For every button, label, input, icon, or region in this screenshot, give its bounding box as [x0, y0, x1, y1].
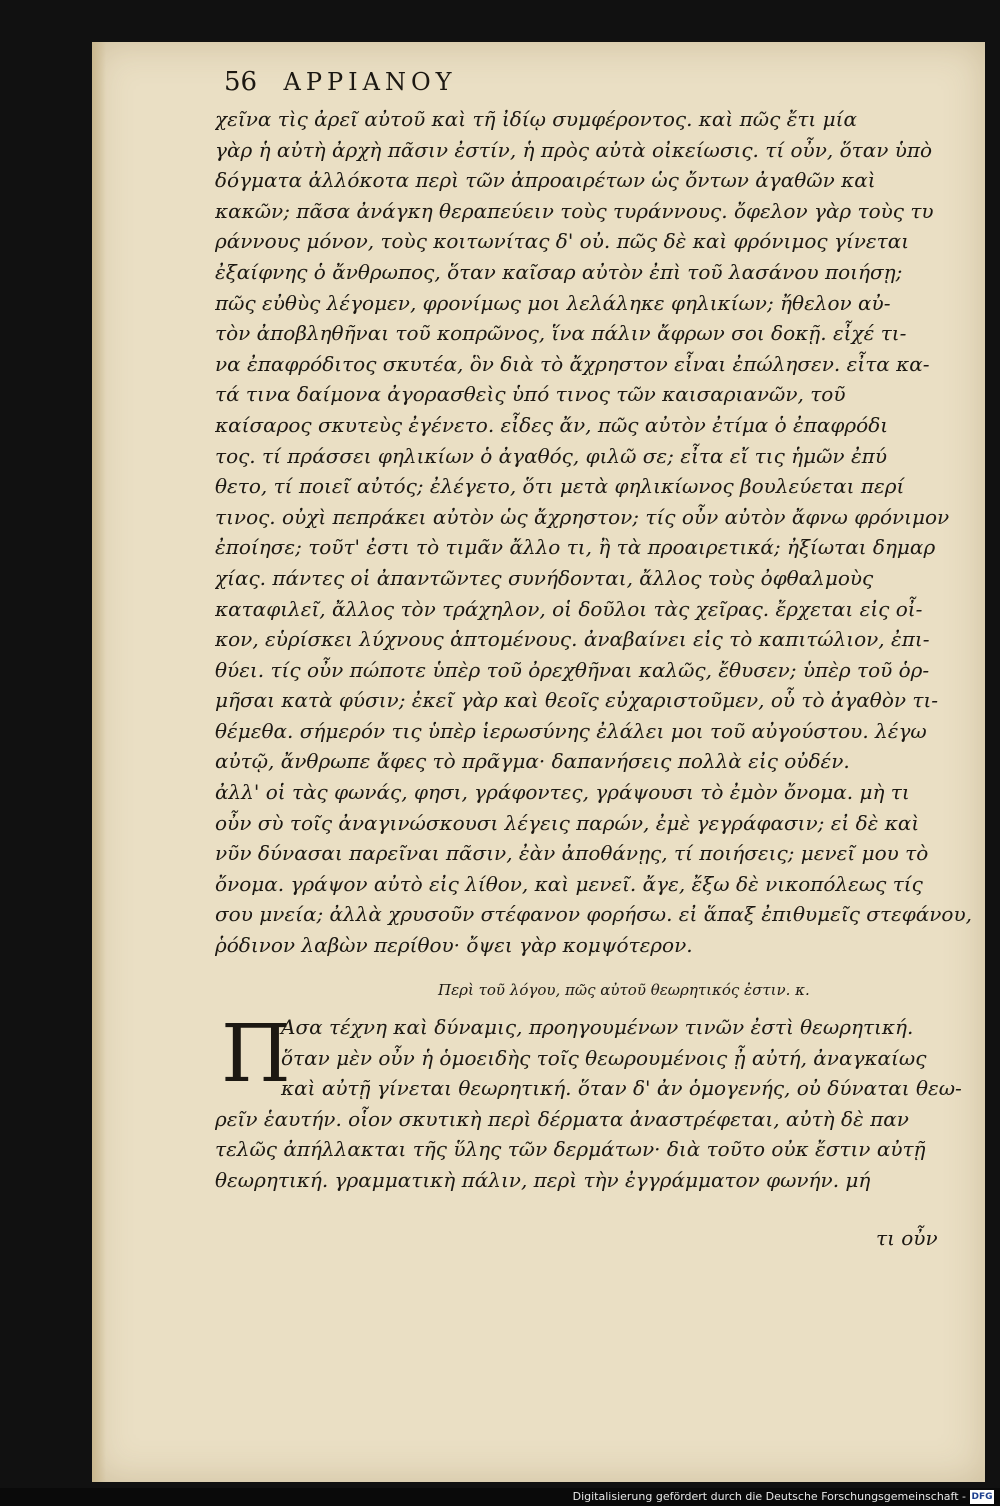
text-line: ὄνομα. γράψον αὐτὸ εἰς λίθον, καὶ μενεῖ. ἄγε, ἔξω δὲ νικοπόλεως τίς — [215, 871, 923, 896]
drop-cap-initial: Π — [221, 1007, 291, 1100]
text-line: αὐτῷ, ἄνθρωπε ἄφες τὸ πρᾶγμα· δαπανήσεις πολλὰ εἰς οὐδέν. — [215, 749, 850, 774]
chapter-text — [215, 1007, 975, 1196]
text-line: ῥόδινον λαβὼν περίθου· ὄψει γὰρ κομψότερον. — [215, 933, 693, 958]
text-line: δόγματα ἀλλόκοτα περὶ τῶν ἀπροαιρέτων ὡς ὄντων ἀγαθῶν καὶ — [215, 168, 876, 193]
text-line: μῆσαι κατὰ φύσιν; ἐκεῖ γὰρ καὶ θεοῖς εὐχαριστοῦμεν, οὗ τὸ ἀγαθὸν τι- — [215, 688, 939, 713]
text-line: να ἐπαφρόδιτος σκυτέα, ὃν διὰ τὸ ἄχρηστον εἶναι ἐπώλησεν. εἶτα κα- — [215, 351, 930, 376]
text-line: χίας. πάντες οἱ ἀπαντῶντες συνήδονται, ἄλλος τοὺς ὀφθαλμοὺς — [215, 565, 874, 590]
chapter-line: θεωρητική. γραμματικὴ πάλιν, περὶ τὴν ἐγγράμματον φωνήν. μή — [215, 1167, 871, 1192]
text-line: καίσαρος σκυτεὺς ἐγένετο. εἶδες ἄν, πῶς αὐτὸν ἐτίμα ὁ ἐπαφρόδι — [215, 412, 889, 437]
chapter-heading: Περὶ τοῦ λόγου, πῶς αὐτοῦ θεωρητικός ἐστιν. κ. — [438, 981, 810, 999]
text-line: τος. τί πράσσει φηλικίων ὁ ἀγαθός, φιλῶ σε; εἶτα εἴ τις ἡμῶν ἐπύ — [215, 443, 887, 468]
text-line: νῦν δύνασαι παρεῖναι πᾶσιν, ἐὰν ἀποθάνῃς, τί ποιήσεις; μενεῖ μου τὸ — [215, 841, 929, 866]
chapter-line: τελῶς ἀπήλλακται τῆς ὕλης τῶν δερμάτων· διὰ τοῦτο οὐκ ἔστιν αὐτῇ — [215, 1137, 926, 1162]
text-line: κακῶν; πᾶσα ἀνάγκη θεραπεύειν τοὺς τυράννους. ὄφελον γὰρ τοὺς τυ — [215, 198, 934, 223]
page-number: 56 — [224, 67, 258, 97]
text-line: ἀλλ' οἱ τὰς φωνάς, φησι, γράφοντες, γράψουσι τὸ ἐμὸν ὄνομα. μὴ τι — [215, 780, 910, 805]
text-line: γὰρ ἡ αὐτὴ ἀρχὴ πᾶσιν ἐστίν, ἡ πρὸς αὐτὰ οἰκείωσις. τί οὖν, ὅταν ὑπὸ — [215, 137, 933, 162]
page-gutter-edge — [92, 42, 106, 1482]
chapter-line: καὶ αὐτῇ γίνεται θεωρητική. ὅταν δ' ἀν ὁμογενής, οὐ δύναται θεω- — [281, 1076, 962, 1101]
text-line: κον, εὑρίσκει λύχνους ἁπτομένους. ἀναβαίνει εἰς τὸ καπιτώλιον, ἐπι- — [215, 627, 930, 652]
dfg-logo-icon: DFG — [971, 1492, 993, 1502]
chapter-line: ὅταν μὲν οὖν ἡ ὁμοειδὴς τοῖς θεωρουμένοις ᾖ αὐτή, ἀναγκαίως — [281, 1045, 927, 1070]
text-line: θετο, τί ποιεῖ αὐτός; ἐλέγετο, ὅτι μετὰ φηλικίωνος βουλεύεται περί — [215, 474, 905, 499]
text-line: τά τινα δαίμονα ἀγορασθεὶς ὑπό τινος τῶν καισαριανῶν, τοῦ — [215, 382, 846, 407]
text-line: οὖν σὺ τοῖς ἀναγινώσκουσι λέγεις παρών, ἐμὲ γεγράφασιν; εἰ δὲ καὶ — [215, 810, 920, 835]
body-text — [215, 104, 975, 961]
text-line: θύει. τίς οὖν πώποτε ὑπὲρ τοῦ ὀρεχθῆναι καλῶς, ἔθυσεν; ὑπὲρ τοῦ ὁρ- — [215, 657, 930, 682]
chapter-line: ρεῖν ἑαυτήν. οἷον σκυτικὴ περὶ δέρματα ἀναστρέφεται, αὐτὴ δὲ παν — [215, 1106, 909, 1131]
text-line: θέμεθα. σήμερόν τις ὑπὲρ ἱερωσύνης ἐλάλει μοι τοῦ αὐγούστου. λέγω — [215, 718, 927, 743]
text-line: χεῖνα τὶς ἀρεῖ αὐτοῦ καὶ τῆ ἰδίῳ συμφέροντος. καὶ πῶς ἔτι μία — [215, 107, 857, 131]
text-line: καταφιλεῖ, ἄλλος τὸν τράχηλον, οἱ δοῦλοι τὰς χεῖρας. ἔρχεται εἰς οἶ- — [215, 596, 923, 621]
text-line: σου μνεία; ἀλλὰ χρυσοῦν στέφανον φορήσω. εἰ ἅπαξ ἐπιθυμεῖς στεφάνου, — [215, 902, 972, 927]
chapter-line: Ασα τέχνη καὶ δύναμις, προηγουμένων τινῶν ἐστὶ θεωρητική. — [281, 1015, 914, 1039]
funding-credit: Digitalisierung gefördert durch die Deutsche Forschungsgemeinschaft - — [572, 1490, 966, 1503]
text-line: τινος. οὐχὶ πεπράκει αὐτὸν ὡς ἄχρηστον; τίς οὖν αὐτὸν ἄφνω φρόνιμον — [215, 504, 950, 529]
text-line: ἐξαίφνης ὁ ἄνθρωπος, ὅταν καῖσαρ αὐτὸν ἐπὶ τοῦ λασάνου ποιήσῃ; — [215, 259, 903, 284]
text-line: ράννους μόνον, τοὺς κοιτωνίτας δ' οὐ. πῶς δὲ καὶ φρόνιμος γίνεται — [215, 229, 910, 254]
text-line: τὸν ἀποβληθῆναι τοῦ κοπρῶνος, ἵνα πάλιν ἄφρων σοι δοκῇ. εἶχέ τι- — [215, 321, 907, 346]
text-line: πῶς εὐθὺς λέγομεν, φρονίμως μοι λελάληκε φηλικίων; ἤθελον αὐ- — [215, 290, 891, 315]
running-head: ΑΡΡΙΑΝΟΥ — [283, 68, 457, 96]
text-line: ἐποίησε; τοῦτ' ἐστι τὸ τιμᾶν ἄλλο τι, ἢ τὰ προαιρετικά; ἠξίωται δημαρ — [215, 535, 936, 560]
catchword: τι οὖν — [876, 1226, 938, 1250]
